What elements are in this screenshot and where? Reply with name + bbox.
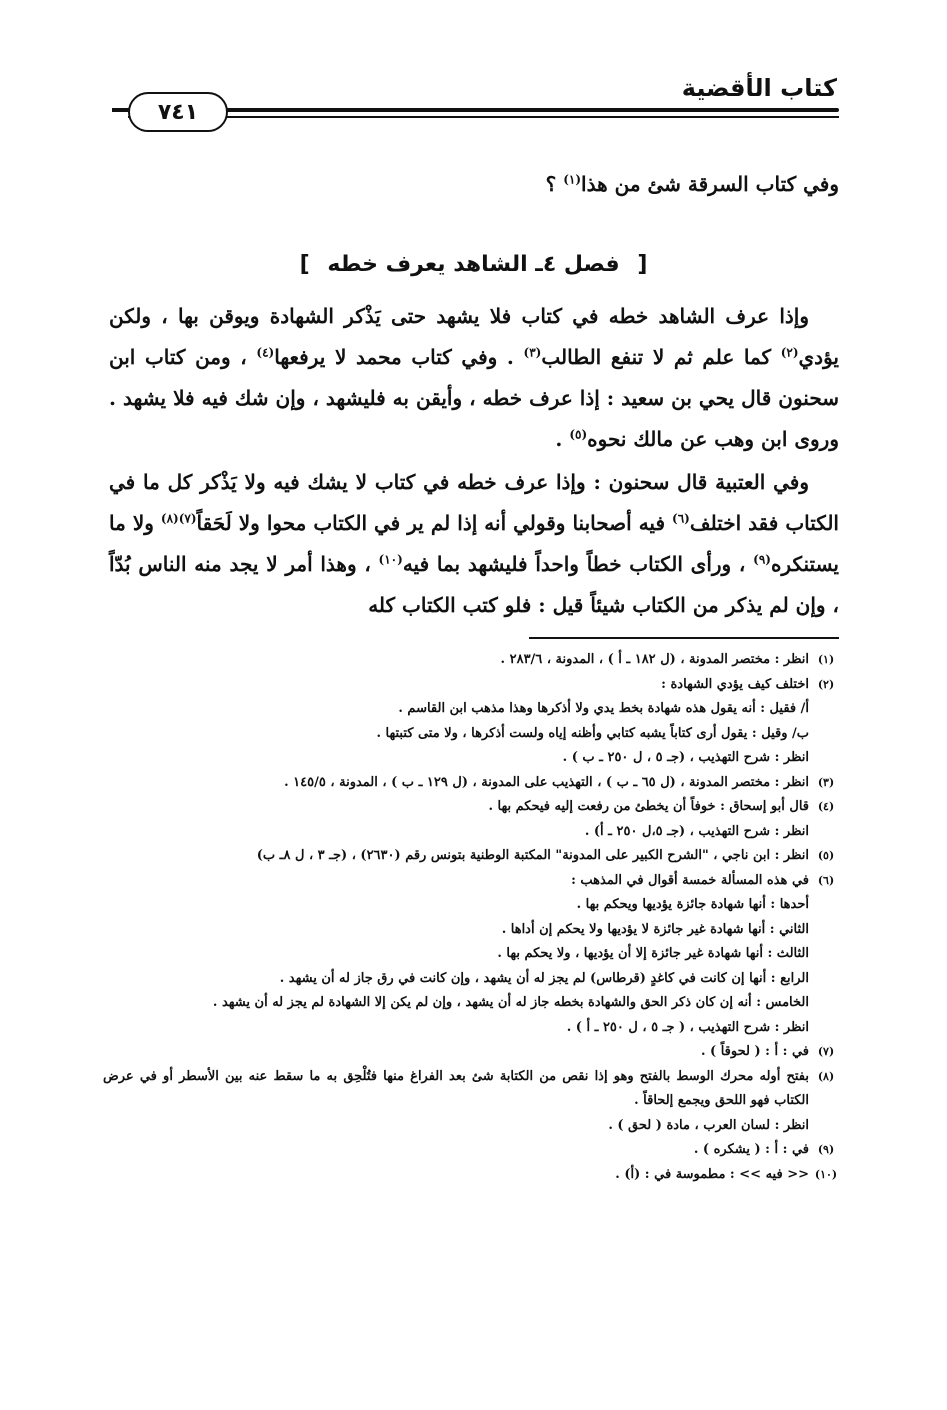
footnote-number: (٥) [817,849,835,862]
footnote-number: (١) [817,653,835,666]
footnote [103,795,843,844]
footnote-line [103,844,843,869]
paragraph-2 [109,462,839,626]
footnote-text: ب/ وقيل : يقول أرى كتاباً يشبه كتابي وأظنه إياه ولست أذكرها ، ولا متى كتبتها . [376,725,809,741]
footnote-separator [529,637,839,639]
section-heading-text: فصل ٤ـ الشاهد يعرف خطه [327,252,620,277]
paragraph-text: . [555,427,570,451]
footnote-number: (٧) [817,1045,835,1058]
paragraph-text: ، ومن كتاب ابن سحنون قال يحي بن سعيد : إذا عرف خطه ، وأيقن به فليشهد ، وإن شك فيه فلا يشهد . وروى ابن وهب عن مالك نحوه [109,345,839,451]
book-title: كتاب الأقضية [681,74,837,102]
footnote-line [103,771,843,796]
footnote-ref: (٩) [753,552,771,567]
footnotes [103,648,843,1187]
footnote-ref: (٧)(٨) [160,511,197,526]
footnote-line [103,1040,843,1065]
footnote-text: اختلف كيف يؤدي الشهادة : [661,676,809,692]
page-number: ٧٤١ [128,92,228,132]
footnote-number: (٩) [817,1143,835,1156]
footnote-text: انظر : مختصر المدونة ، (ل ٦٥ ـ ب ) ، التهذيب على المدونة ، (ل ١٢٩ ـ ب ) ، المدونة ، ١٤٥/٥ . [284,774,809,790]
footnote-text: قال أبو إسحاق : خوفاً أن يخطئ من رفعت إليه فيحكم بها . [488,799,809,814]
intro-end: ؟ [545,172,564,196]
heading-bracket-open: [ [637,252,648,277]
footnote-ref: (١٠) [378,552,403,567]
paragraph-text: ، ورأى الكتاب خطاً واحداً فليشهد بما فيه [402,552,754,576]
footnote-number: (١٠) [814,1167,838,1181]
footnote-text: بفتح أوله محرك الوسط بالفتح وهو إذا نقص من الكتابة شئ بعد الفراغ منها فتُلْحِق به ما سقط عنه بين الأسطر أو في عرض الكتاب فهو اللحق ويجمع إلحاقاً . [103,1068,810,1108]
footnote-line [103,673,843,698]
footnote-text: في : أ : ( لحوقاً ) . [700,1044,809,1059]
footnote [103,1065,843,1139]
footnote-text: انظر : شرح التهذيب ، (جـ ٥ ، ل ٢٥٠ ـ ب ) . [562,750,809,765]
footnote-text: أ/ فقيل : أنه يقول هذه شهادة بخط يدي ولا أذكرها وهذا مذهب ابن القاسم . [398,701,809,716]
footnote-ref: (٢) [780,345,799,360]
footnote-number: (٦) [817,873,835,887]
paragraph-text: فيه أصحابنا وقولي أنه إذا لم ير في الكتاب محوا ولا لَحَقاً [196,511,673,535]
footnote-text: انظر : شرح التهذيب ، ( جـ ٥ ، ل ٢٥٠ ـ أ ) . [566,1019,809,1035]
paragraph-text: وإذا عرف الشاهد خطه في كتاب فلا يشهد حتى يَذْكر الشهادة ويوقن بها ، ولكن يؤدي [109,304,839,369]
footnote-text: في هذه المسألة خمسة أقوال في المذهب : [571,872,809,888]
footnote-line [103,1065,843,1114]
paragraph-text: ، وهذا أمر لا يجد منه الناس بُدّاً ، وإن لم يذكر من الكتاب شيئاً قيل : فلو كتب الكتاب كله [109,552,839,617]
footnote-number: (٨) [817,1069,835,1083]
paragraph-1 [109,296,839,460]
footnote [103,648,843,673]
footnote [103,844,843,869]
paragraph-text: . وفي كتاب محمد لا يرفعها [274,345,524,369]
footnote-number: (٤) [817,800,835,813]
intro-line [109,164,839,204]
footnote [103,1163,843,1188]
heading-bracket-close: ] [299,252,310,277]
footnote [103,1138,843,1163]
paragraph-text: ولا ما يستنكره [109,511,839,576]
footnote-line [103,1163,843,1188]
footnote-text: أحدها : أنها شهادة جائزة يؤديها ويحكم بها . [576,897,809,912]
footnote-ref: (٣) [523,345,542,360]
section-heading [0,252,947,277]
footnote-line [103,795,843,820]
footnote [103,1040,843,1065]
footnote-line [103,1138,843,1163]
footnote-line [103,869,843,894]
footnote-text: في : أ : ( يشكره ) . [693,1142,809,1157]
footnote-text: انظر : مختصر المدونة ، (ل ١٨٢ ـ أ ) ، المدونة ، ٢٨٣/٦ . [500,652,809,667]
footnote-text: الثالث : أنها شهادة غير جائزة إلا أن يؤديها ، ولا يحكم بها . [497,946,809,961]
intro-text: وفي كتاب السرقة شئ من هذا [581,172,839,196]
footnote-text: انظر : شرح التهذيب ، (جـ ٥،ل ٢٥٠ ـ أ) . [584,823,809,839]
footnote-ref: (٥) [569,427,588,442]
footnote [103,673,843,771]
footnote-text: انظر : ابن ناجي ، "الشرح الكبير على المدونة" المكتبة الوطنية بتونس رقم (٢٦٣٠) ، (جـ ٣ ، ل ٨ـ ب) [256,848,809,863]
footnote-text: الرابع : أنها إن كانت في كاغدٍ (قرطاس) لم يجز له أن يشهد ، وإن كانت في رق جاز له أن يشهد . [279,970,809,986]
footnote-number: (٣) [817,775,835,789]
header-rule-thin [128,116,839,118]
footnote-line [103,648,843,673]
footnote-ref: (٦) [672,511,690,526]
footnote-text: الثاني : أنها شهادة غير جائزة لا يؤديها ولا يحكم إن أداها . [501,921,809,937]
footnote [103,869,843,1041]
footnote-number: (٢) [817,677,835,691]
paragraph-text: وفي العتبية قال سحنون : وإذا عرف خطه في كتاب لا يشك فيه ولا يَذْكر كل ما في الكتاب فقد اختلف [109,470,839,535]
footnote-text: انظر : لسان العرب ، مادة ( لحق ) . [608,1117,809,1133]
footnote-text: << فيه >> : مطموسة في : (أ) . [615,1166,809,1182]
paragraph-text: كما علم ثم لا تنفع الطالب [541,345,781,369]
footnote-ref: (١) [563,172,582,187]
footnote-ref: (٤) [256,345,275,360]
footnote [103,771,843,796]
footnote-text: الخامس : أنه إن كان ذكر الحق والشهادة بخطه جاز له أن يشهد ، وإن لم يكن إلا الشهادة لم يجز له أن يشهد . [212,995,809,1010]
